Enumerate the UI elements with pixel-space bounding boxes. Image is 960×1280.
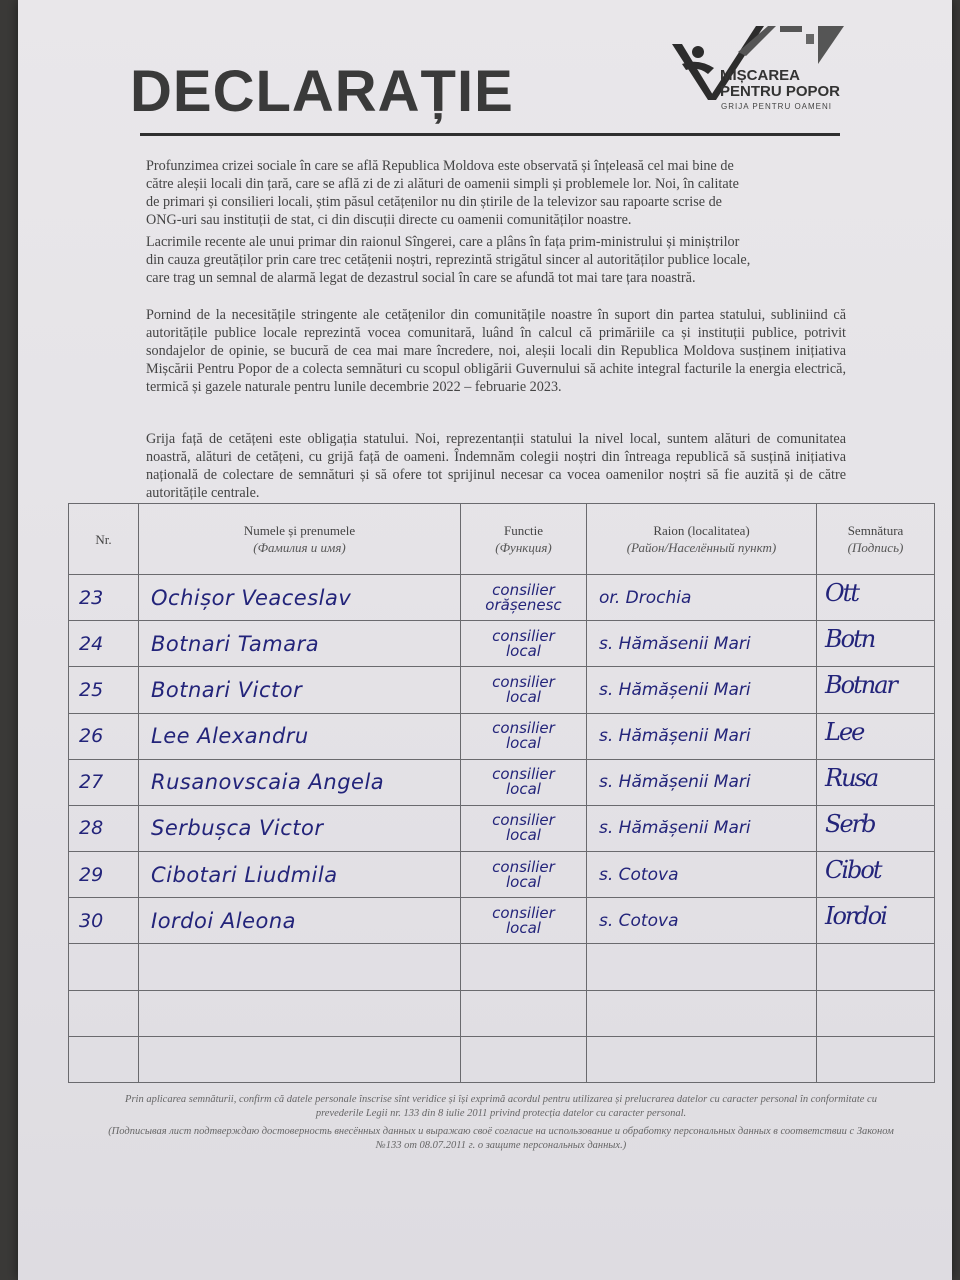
cell-nr: 26 bbox=[69, 713, 139, 759]
paragraph-4: Grija față de cetățeni este obligația statului. Noi, reprezentanții statului la nivel local, suntem alături de comunitatea noastră, alături de cetățeni, cu grijă față de oameni. Îndemnăm colegii noștri din întreaga republică să susțină inițiativa națională de colectare de semnături și să ofere tot sprijinul necesar ca vocea oamenilor noștri să fie auzită și de către autoritățile centrale. bbox=[146, 431, 846, 501]
cell-name: Rusanovscaia Angela bbox=[139, 759, 461, 805]
signature-table bbox=[68, 503, 935, 1083]
footer-consent-ro: Prin aplicarea semnăturii, confirm că datele personale înscrise sînt veridice și își exprimă acordul pentru utilizarea și prelucrarea datelor cu caracter personal în conformitate cu prevederile Legii nr. 133 din 8 iulie 2011 privind protecția datelor cu caracter personal. bbox=[125, 1094, 877, 1119]
cell-nr: 28 bbox=[69, 805, 139, 851]
cell-signature bbox=[817, 898, 935, 944]
cell-raion bbox=[587, 944, 817, 990]
cell-signature bbox=[817, 713, 935, 759]
document-title: DECLARAȚIE bbox=[130, 59, 514, 124]
cell-signature bbox=[817, 944, 935, 990]
cell-name bbox=[139, 990, 461, 1036]
table-row bbox=[69, 944, 935, 990]
cell-function bbox=[461, 575, 587, 621]
table-row bbox=[69, 759, 935, 805]
cell-raion bbox=[587, 990, 817, 1036]
table-row bbox=[69, 990, 935, 1036]
function-line-1: consilier bbox=[492, 719, 555, 738]
function-line-1: consilier bbox=[492, 765, 555, 784]
cell-nr: 27 bbox=[69, 759, 139, 805]
table-row bbox=[69, 898, 935, 944]
cell-function bbox=[461, 990, 587, 1036]
footer-consent-ru: (Подписывая лист подтверждаю достоверность внесённых данных и выражаю своё согласие на использование и обработку персональных данных в соответствии с Законом №133 от 08.07.2011 г. о защите персональных данных.) bbox=[108, 1126, 894, 1151]
cell-nr: 23 bbox=[69, 575, 139, 621]
function-line-2: local bbox=[506, 918, 541, 937]
table-row bbox=[69, 667, 935, 713]
cell-nr: 24 bbox=[69, 621, 139, 667]
function-line-2: local bbox=[506, 641, 541, 660]
cell-signature bbox=[817, 852, 935, 898]
function-line-1: consilier bbox=[492, 580, 555, 599]
function-line-2: local bbox=[506, 872, 541, 891]
function-line-2: local bbox=[506, 780, 541, 799]
cell-name bbox=[139, 944, 461, 990]
function-line-2: local bbox=[506, 687, 541, 706]
table-row bbox=[69, 852, 935, 898]
cell-function bbox=[461, 1036, 587, 1082]
cell-signature bbox=[817, 575, 935, 621]
cell-name: Serbușca Victor bbox=[139, 805, 461, 851]
cell-signature bbox=[817, 1036, 935, 1082]
table-row bbox=[69, 805, 935, 851]
header-nr: Nr. bbox=[69, 504, 139, 575]
cell-function bbox=[461, 621, 587, 667]
paragraph-2: Lacrimile recente ale unui primar din raionul Sîngerei, care a plâns în fața prim-ministrului și miniștrilor din cauza greutăților prin care trec cetățenii noștri, reprezintă strigătul sincer al autorităților publice locale, care trag un semnal de alarmă legat de dezastrul social în care se afundă tot mai tare țara noastră. bbox=[146, 234, 751, 286]
cell-name: Botnari Victor bbox=[139, 667, 461, 713]
function-line-1: consilier bbox=[492, 811, 555, 830]
cell-raion: s. Hămășenii Mari bbox=[587, 667, 817, 713]
cell-raion: or. Drochia bbox=[587, 575, 817, 621]
header-raion: Raion (localitatea) (Район/Населённый пункт) bbox=[587, 504, 817, 575]
cell-name bbox=[139, 1036, 461, 1082]
table-row bbox=[69, 1036, 935, 1082]
function-line-1: consilier bbox=[492, 903, 555, 922]
cell-nr: 29 bbox=[69, 852, 139, 898]
cell-function bbox=[461, 898, 587, 944]
cell-signature bbox=[817, 990, 935, 1036]
handwritten-signature: Cibot bbox=[825, 856, 881, 885]
handwritten-signature: Rusa bbox=[825, 763, 878, 792]
header-function: Functie (Функция) bbox=[461, 504, 587, 575]
cell-function bbox=[461, 759, 587, 805]
cell-name: Lee Alexandru bbox=[139, 713, 461, 759]
cell-function bbox=[461, 713, 587, 759]
cell-signature bbox=[817, 759, 935, 805]
handwritten-signature: Lee bbox=[825, 717, 864, 746]
paragraph-3: Pornind de la necesitățile stringente ale cetățenilor din comunitățile noastre în suport din partea statului, subliniind că autoritățile publice locale reprezintă vocea comunitară, luând în calcul că primăriile ca și instituții publice, potrivit sondajelor de opinie, se bucură de cea mai mare încredere, noi, aleșii locali din Republica Moldova susținem inițiativa Mișcării Pentru Popor de a colecta semnături cu scopul obligării Guvernului să achite integral facturile la energia electrică, termică și gazele naturale pentru lunile decembrie 2022 – februarie 2023. bbox=[146, 307, 846, 395]
cell-function bbox=[461, 805, 587, 851]
cell-raion: s. Hămășenii Mari bbox=[587, 759, 817, 805]
function-line-2: local bbox=[506, 826, 541, 845]
cell-name: Ochișor Veaceslav bbox=[139, 575, 461, 621]
cell-name: Cibotari Liudmila bbox=[139, 852, 461, 898]
handwritten-signature: Ott bbox=[825, 579, 858, 607]
cell-nr: 25 bbox=[69, 667, 139, 713]
cell-raion: s. Hămăsenii Mari bbox=[587, 621, 817, 667]
function-line-1: consilier bbox=[492, 626, 555, 645]
logo-tagline: GRIJA PENTRU OAMENI bbox=[721, 102, 833, 111]
cell-signature bbox=[817, 805, 935, 851]
cell-raion: s. Hămășenii Mari bbox=[587, 805, 817, 851]
logo-name: MIȘCAREA PENTRU POPOR bbox=[720, 67, 841, 100]
table-row bbox=[69, 575, 935, 621]
cell-signature bbox=[817, 621, 935, 667]
handwritten-signature: Botnar bbox=[825, 671, 896, 700]
cell-function bbox=[461, 852, 587, 898]
table-row bbox=[69, 713, 935, 759]
paragraph-1: Profunzimea crizei sociale în care se află Republica Moldova este observată și înțeleasă cel mai bine de către aleșii locali din țară, care se află zi de zi alături de oamenii simpli și problemele lor. Noi, în calitate de primari și consilieri locali, știm păsul cetățenilor nu din știrile de la televizor sau rapoarte scrise de ONG-uri sau instituții de stat, ci din discuții directe cu oamenii comunităților noastre. bbox=[146, 158, 739, 228]
header-signature: Semnătura (Подпись) bbox=[817, 504, 935, 575]
function-line-1: consilier bbox=[492, 857, 555, 876]
cell-nr bbox=[69, 990, 139, 1036]
handwritten-signature: Botn bbox=[825, 625, 875, 654]
function-line-2: local bbox=[506, 734, 541, 753]
table-row bbox=[69, 621, 935, 667]
cell-name: Iordoi Aleona bbox=[139, 898, 461, 944]
cell-nr bbox=[69, 1036, 139, 1082]
function-line-2: orășenesc bbox=[485, 595, 562, 614]
cell-raion: s. Hămășenii Mari bbox=[587, 713, 817, 759]
function-line-1: consilier bbox=[492, 672, 555, 691]
handwritten-signature: Iordoi bbox=[825, 902, 886, 931]
cell-raion bbox=[587, 1036, 817, 1082]
cell-nr: 30 bbox=[69, 898, 139, 944]
cell-name: Botnari Tamara bbox=[139, 621, 461, 667]
cell-function bbox=[461, 944, 587, 990]
header-name: Numele și prenumele (Фамилия и имя) bbox=[139, 504, 461, 575]
cell-function bbox=[461, 667, 587, 713]
handwritten-signature: Serb bbox=[825, 809, 875, 838]
cell-raion: s. Cotova bbox=[587, 852, 817, 898]
cell-nr bbox=[69, 944, 139, 990]
table-header-row bbox=[69, 504, 935, 575]
declaration-sheet bbox=[18, 0, 952, 1280]
cell-signature bbox=[817, 667, 935, 713]
title-rule bbox=[140, 133, 840, 136]
cell-raion: s. Cotova bbox=[587, 898, 817, 944]
